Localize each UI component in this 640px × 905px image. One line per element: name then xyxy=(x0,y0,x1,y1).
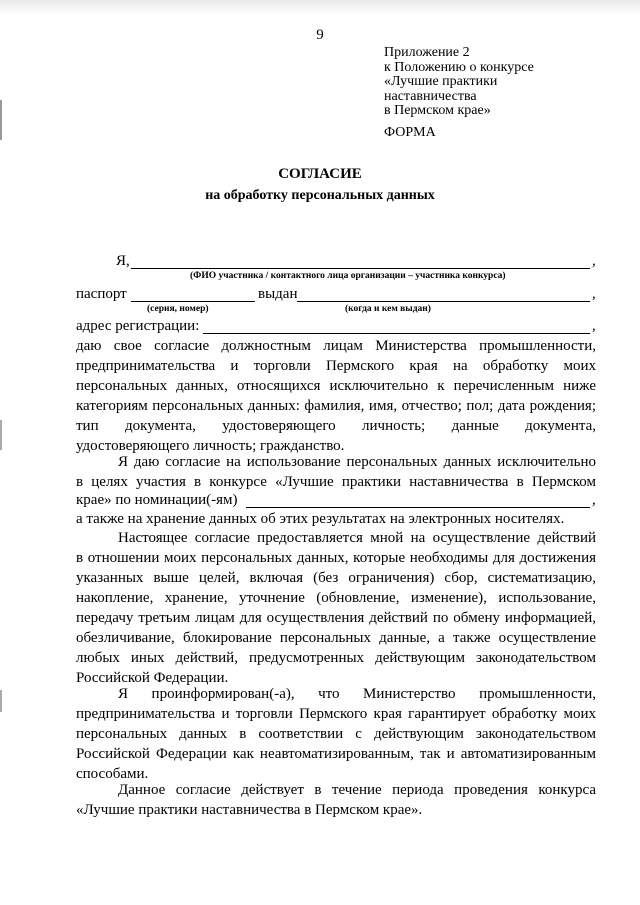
appendix-line: наставничества xyxy=(384,88,477,104)
address-label: адрес регистрации: xyxy=(76,318,200,334)
paragraph-line: Я проинформирован(-а), что Министерство промышленности, xyxy=(118,686,596,702)
scan-mark-left xyxy=(0,100,2,140)
paragraph-line: любых иных действий, предусмотренных действующим законодательством xyxy=(76,650,596,666)
scan-mark-left xyxy=(0,420,2,450)
appendix-line: к Положению о конкурсе xyxy=(384,59,534,75)
passport-series-field[interactable] xyxy=(131,301,255,302)
consent-paragraph xyxy=(76,336,596,456)
issued-caption: (когда и кем выдан) xyxy=(345,304,431,314)
issued-label: выдан xyxy=(258,286,298,302)
paragraph-line: Данное согласие действует в течение периода проведения конкурса xyxy=(118,782,596,798)
paragraph-line: Российской Федерации как неавтоматизированным, так и автоматизированным xyxy=(76,746,596,762)
guarantee-paragraph xyxy=(76,684,596,784)
paragraph-line: персональных данных, относящихся исключительно к перечисленным ниже xyxy=(76,378,596,394)
paragraph-line: указанных выше целей, включая (без ограничения) сбор, систематизацию, xyxy=(76,570,596,586)
paragraph-line: передачу третьим лицам для осуществления действий по обмену информацией, xyxy=(76,610,596,626)
paragraph-line: Я даю согласие на использование персональных данных исключительно xyxy=(118,454,596,470)
paragraph-line: накопление, хранение, уточнение (обновление, изменение), использование, xyxy=(76,590,596,606)
name-end: , xyxy=(592,253,596,269)
name-caption: (ФИО участника / контактного лица организации – участника конкурса) xyxy=(190,271,506,281)
form-label: ФОРМА xyxy=(384,125,436,140)
purpose-paragraph-end xyxy=(76,509,596,529)
paragraph-line: «Лучшие практики наставничества в Пермском крае». xyxy=(76,802,423,818)
passport-label: паспорт xyxy=(76,286,127,302)
page-number: 9 xyxy=(316,27,324,43)
appendix-line: в Пермском крае» xyxy=(384,103,491,119)
paragraph-line: удостоверяющего личность; гражданство. xyxy=(76,438,345,454)
appendix-block xyxy=(384,46,534,119)
paragraph-line: Российской Федерации. xyxy=(76,670,229,686)
nomination-field[interactable] xyxy=(246,507,590,508)
document-title: СОГЛАСИЕ xyxy=(278,166,362,182)
passport-issued-field[interactable] xyxy=(297,301,590,302)
address-end: , xyxy=(592,318,596,334)
paragraph-line: обезличивание, блокирование персональных данные, а также осуществление xyxy=(76,630,596,646)
scan-shadow-top xyxy=(0,0,640,14)
name-label: Я, xyxy=(116,253,130,269)
actions-paragraph xyxy=(76,528,596,688)
nomination-end: , xyxy=(592,492,596,508)
paragraph-line: способами. xyxy=(76,766,149,782)
paragraph-line: в отношении моих персональных данных, которые необходимы для достижения xyxy=(76,550,596,566)
paragraph-line: предпринимательства и торговли Пермского края на обработку моих xyxy=(76,358,596,374)
paragraph-line: категориям персональных данных: фамилия, имя, отчество; пол; дата рождения; xyxy=(76,398,596,414)
paragraph-line: предпринимательства и торговли Пермского края гарантирует обработку моих xyxy=(76,706,596,722)
paragraph-line: персональных данных в соответствии с действующим законодательством xyxy=(76,726,596,742)
validity-paragraph xyxy=(76,780,596,820)
nomination-label: крае» по номинации(-ям) xyxy=(76,492,238,508)
purpose-paragraph xyxy=(76,452,596,492)
paragraph-line: тип документа, удостоверяющего личность; данные документа, xyxy=(76,418,596,434)
paragraph-line: даю свое согласие должностным лицам Министерства промышленности, xyxy=(76,338,596,354)
document-subtitle: на обработку персональных данных xyxy=(205,188,435,203)
paragraph-line: Настоящее согласие предоставляется мной на осуществление действий xyxy=(118,530,596,546)
series-caption: (серия, номер) xyxy=(147,304,209,314)
address-field[interactable] xyxy=(203,333,590,334)
scan-mark-left xyxy=(0,690,2,712)
paragraph-line: в целях участия в конкурсе «Лучшие практики наставничества в Пермском xyxy=(76,474,596,490)
passport-end: , xyxy=(592,286,596,302)
appendix-line: «Лучшие практики xyxy=(384,74,498,90)
name-field[interactable] xyxy=(131,268,590,269)
appendix-line: Приложение 2 xyxy=(384,45,470,60)
paragraph-line: а также на хранение данных об этих результатах на электронных носителях. xyxy=(76,511,565,527)
